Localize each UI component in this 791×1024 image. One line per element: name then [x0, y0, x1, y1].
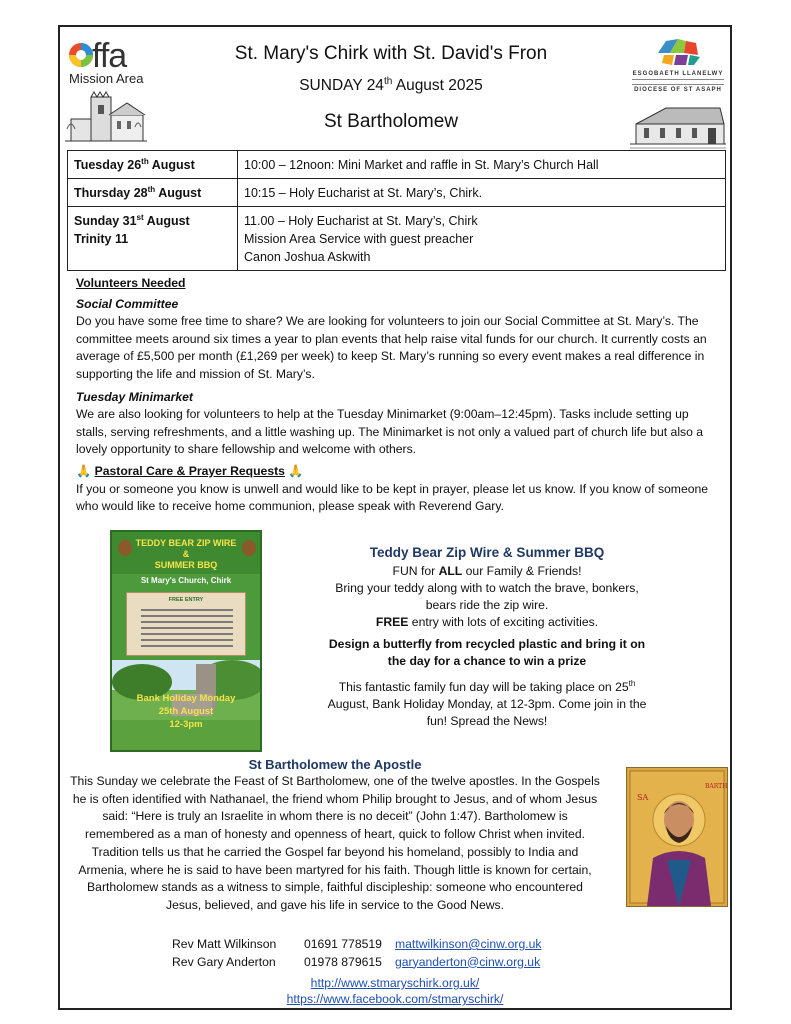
schedule-details: 10:15 – Holy Eucharist at St. Mary’s, Chirk. [238, 179, 726, 207]
schedule-table [67, 150, 726, 271]
volunteers-section [76, 275, 716, 516]
poster-location: St Mary's Church, Chirk [140, 576, 232, 585]
schedule-row [68, 151, 726, 179]
contact-email-link[interactable]: mattwilkinson@cinw.org.uk [395, 937, 542, 951]
teddy-bear-icon [118, 540, 132, 556]
icon-inscription-left: SA [637, 793, 649, 802]
social-committee-text: Do you have some free time to share? We are looking for volunteers to join our Social Committee at St. Mary’s. The committee meets around six times a year to plan events that help raise vital funds for our church. It currently costs an average of £5,500 per month (£1,269 per week) to keep St. Mary’s running so every event makes a real difference in supporting the life and mission of St. Mary’s. [76, 314, 707, 381]
contact-phone: 01691 778519 [304, 937, 382, 951]
offa-logo-subtitle: Mission Area [69, 71, 144, 86]
schedule-details: 10:00 – 12noon: Mini Market and raffle in St. Mary’s Church Hall [238, 151, 726, 179]
schedule-row [68, 207, 726, 271]
pastoral-text: If you or someone you know is unwell and would like to be kept in prayer, please let us know. If you know of someone who would like to receive home communion, please speak with Reverend Gary. [76, 481, 709, 514]
event-description [322, 563, 652, 730]
diocese-text: ESGOBAETH LLANELWY DIOCESE OF ST ASAPH [632, 71, 724, 93]
newsletter-page [58, 25, 732, 1010]
facebook-link[interactable]: https://www.facebook.com/stmaryschirk/ [286, 992, 504, 1006]
social-committee-heading: Social Committee [76, 296, 179, 311]
offa-mission-area-logo [66, 37, 156, 87]
church-sketch-left [65, 89, 147, 149]
schedule-row [68, 179, 726, 207]
diocese-emblem-icon [628, 35, 728, 69]
header-title: St. Mary's Chirk with St. David's Fron [234, 43, 548, 64]
praying-hands-icon: 🙏 [288, 463, 304, 478]
diocese-st-asaph-logo [628, 35, 728, 97]
poster-title: TEDDY BEAR ZIP WIRE & SUMMER BBQ [135, 538, 237, 570]
event-poster-image [110, 530, 262, 752]
header-date: SUNDAY 24th August 2025 [299, 76, 483, 95]
volunteers-heading: Volunteers Needed [76, 276, 186, 290]
st-bartholomew-icon-painting [626, 767, 728, 907]
event-details: This fantastic family fun day will be taking place on 25th August, Bank Holiday Monday, at 12-3pm. Come join in the fun! Spread the News! [327, 679, 647, 729]
website-links [60, 975, 730, 1007]
pastoral-heading: Pastoral Care & Prayer Requests [94, 463, 285, 478]
pastoral-heading-row [76, 463, 716, 481]
schedule-day: Tuesday 26th August [68, 151, 238, 179]
church-sketch-right [630, 102, 726, 150]
apostle-text: This Sunday we celebrate the Feast of St Bartholomew, one of the twelve apostles. In the Gospels he is often identified with Nathanael, the friend whom Philip brought to Jesus, and of whom Jesus said: “Here is truly an Israelite in whom there is no deceit” (John 1:47). Bartholomew is remembered as a man of honesty and openness of heart, quick to follow Christ when invited. Tradition tells us that he carried the Gospel far beyond his homeland, possibly to India and Armenia, where he is said to have been martyred for his faith. Though little is known for certain, Bartholomew stands as a witness to simple, faithful discipleship: someone who encountered Jesus, believed, and gave his life in service to the Good News. [70, 774, 600, 912]
contacts-block [172, 936, 542, 971]
poster-info-box: FREE ENTRY [126, 592, 246, 656]
contact-name: Rev Matt Wilkinson [172, 937, 277, 951]
contact-name: Rev Gary Anderton [172, 954, 276, 969]
event-line-2: Bring your teddy along with to watch the brave, bonkers, bears ride the zip wire. [335, 581, 639, 612]
schedule-day: Sunday 31st August Trinity 11 [68, 207, 238, 271]
event-line-3: FREE entry with lots of exciting activities. [375, 615, 599, 629]
event-butterfly-challenge: Design a butterfly from recycled plastic and bring it on the day for a chance to win a prize [328, 637, 646, 668]
teddy-bear-icon [242, 540, 256, 556]
offa-o-globe-icon [68, 40, 94, 70]
offa-logo-word: ffa [92, 37, 127, 75]
schedule-day: Thursday 28th August [68, 179, 238, 207]
header-saint-name: St Bartholomew [323, 111, 459, 132]
contact-row [172, 954, 542, 972]
minimarket-heading: Tuesday Minimarket [76, 389, 193, 404]
event-title: Teddy Bear Zip Wire & Summer BBQ [369, 545, 605, 560]
praying-hands-icon: 🙏 [76, 463, 92, 478]
minimarket-text: We are also looking for volunteers to help at the Tuesday Minimarket (9:00am–12:45pm). Tasks include setting up stalls, serving refreshments, and a little washing up. The Minimarket is not only a valued part of church life but also a lovely opportunity to share fellowship and welcome with others. [76, 407, 704, 457]
apostle-title: St Bartholomew the Apostle [248, 757, 422, 772]
schedule-details: 11.00 – Holy Eucharist at St. Mary’s, Chirk Mission Area Service with guest preacher Canon Joshua Askwith [238, 207, 726, 271]
event-line-1: FUN for ALL our Family & Friends! [392, 564, 582, 578]
contact-phone: 01978 879615 [304, 954, 382, 969]
saint-icon-image [627, 768, 727, 906]
contact-email-link[interactable]: garyanderton@cinw.org.uk [395, 954, 541, 969]
poster-footer: Bank Holiday Monday 25th August 12-3pm [136, 693, 236, 730]
icon-inscription-right: BARTH [705, 783, 727, 790]
website-link[interactable]: http://www.stmaryschirk.org.uk/ [310, 976, 480, 990]
contact-row [172, 936, 542, 954]
